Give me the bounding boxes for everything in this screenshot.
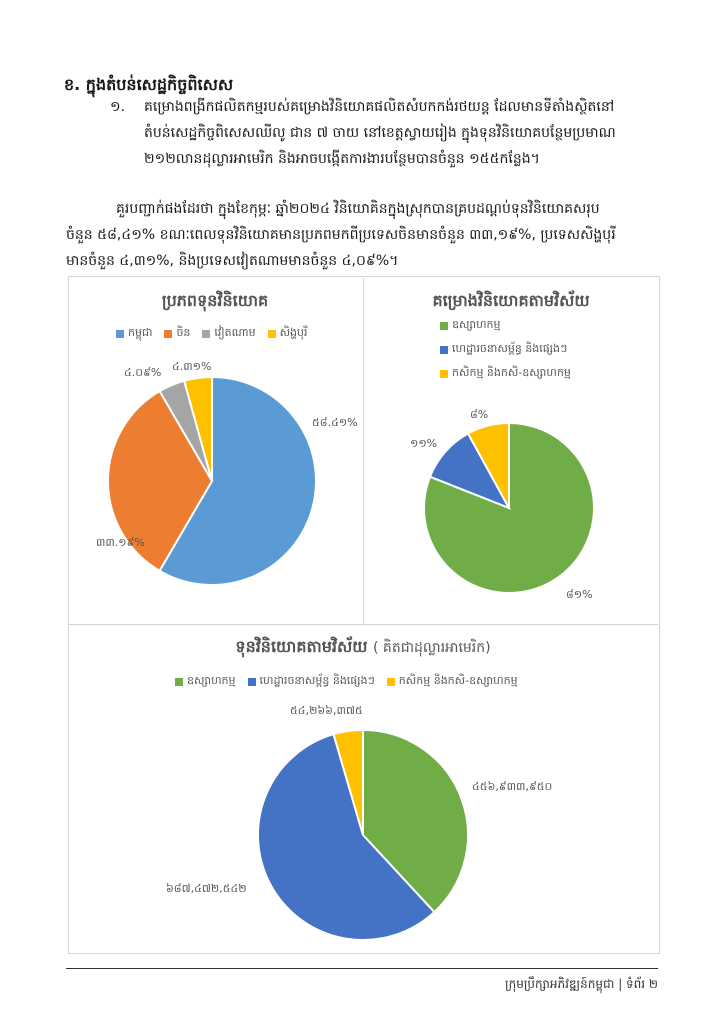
footer-rule bbox=[66, 968, 658, 969]
data-label: ៤.០៩% bbox=[124, 366, 162, 379]
legend-label: កសិកម្ម និងកសិ-ឧស្សាហកម្ម bbox=[398, 674, 518, 687]
data-label: ៨១% bbox=[566, 588, 593, 601]
item-1-line: ២១២លានដុល្លារអាមេរិក និងអាចបង្កើតការងារបន្ថែមបានចំនួន ១៥៥កន្លែង។ bbox=[144, 151, 540, 167]
summary-line: ចំនួន ៥៨,៤១% ខណៈពេលទុនវិនិយោគមានប្រភពមកពីប្រទេសចិនមានចំនួន ៣៣,១៩%, ប្រទេសសិង្ហបុរី bbox=[66, 227, 616, 243]
chart-1-title: ប្រភពទុនវិនិយោគ bbox=[161, 291, 269, 310]
item-1-number: ១. bbox=[110, 99, 126, 115]
legend-label: សិង្ហបុរី bbox=[279, 326, 308, 339]
data-label: ៥៨.៤១% bbox=[312, 416, 358, 429]
chart-2-title: គម្រោងវិនិយោគតាមវិស័យ bbox=[432, 291, 590, 310]
data-label: ៣៣.១៩% bbox=[96, 536, 145, 549]
data-label: ៤៥៦,៩៣៣,៩៥០ bbox=[472, 780, 553, 793]
legend-label: កសិកម្ម និងកសិ-ឧស្សាហកម្ម bbox=[452, 366, 571, 379]
item-1-line: តំបន់សេដ្ឋកិច្ចពិសេសឈីលូ ជាន ៧ ចាយ នៅខេត្តស្វាយរៀង ក្នុងទុនវិនិយោគបន្ថែមប្រមាណ bbox=[144, 125, 616, 141]
chart-3-title-unit: ( គិតជាដុល្លារអាមេរិក) bbox=[373, 640, 491, 656]
legend-label: ហេដ្ឋារចនាសម្ព័ន្ធ និងផ្សេងៗ bbox=[452, 342, 568, 355]
summary-line: មានចំនួន ៤,៣១%, និងប្រទេសវៀតណាមមានចំនួន ៤,០៩%។ bbox=[66, 253, 399, 269]
page-footer: ក្រុមប្រឹក្សាអភិវឌ្ឍន៍កម្ពុជា | ទំព័រ ២ bbox=[505, 977, 658, 991]
data-label: ៨% bbox=[470, 408, 489, 421]
data-label: ១១% bbox=[410, 437, 438, 450]
legend-label: វៀតណាម bbox=[214, 326, 256, 339]
data-label: ៦៨៧,៤៧២,៥៤២ bbox=[166, 882, 247, 895]
item-1-line: គម្រោងពង្រីកផលិតកម្មរបស់គម្រោងវិនិយោគផលិតសំបកកង់រថយន្ត ដែលមានទីតាំងស្ថិតនៅ bbox=[144, 99, 615, 115]
chart-3-title-main: ទុនវិនិយោគតាមវិស័យ bbox=[235, 637, 368, 656]
summary-line: គួរបញ្ជាក់ផងដែរថា ក្នុងខែកុម្ភៈ ឆ្នាំ២០២៤ វិនិយោគិនក្នុងស្រុកបានគ្របដណ្តប់ទុនវិនិយោគសរុប bbox=[116, 201, 600, 217]
data-label: ៥៤,២៦៦,៣៧៥ bbox=[290, 704, 363, 717]
legend-label: កម្ពុជា bbox=[128, 326, 153, 339]
legend-label: ចិន bbox=[176, 326, 191, 339]
section-heading: ខ. ក្នុងតំបន់សេដ្ឋកិច្ចពិសេស bbox=[64, 75, 234, 94]
legend-label: ឧស្សាហកម្ម bbox=[187, 674, 236, 687]
legend-label: ឧស្សាហកម្ម bbox=[452, 318, 501, 331]
data-label: ៤.៣១% bbox=[172, 360, 212, 373]
legend-label: ហេដ្ឋារចនាសម្ព័ន្ធ និងផ្សេងៗ bbox=[259, 674, 375, 687]
